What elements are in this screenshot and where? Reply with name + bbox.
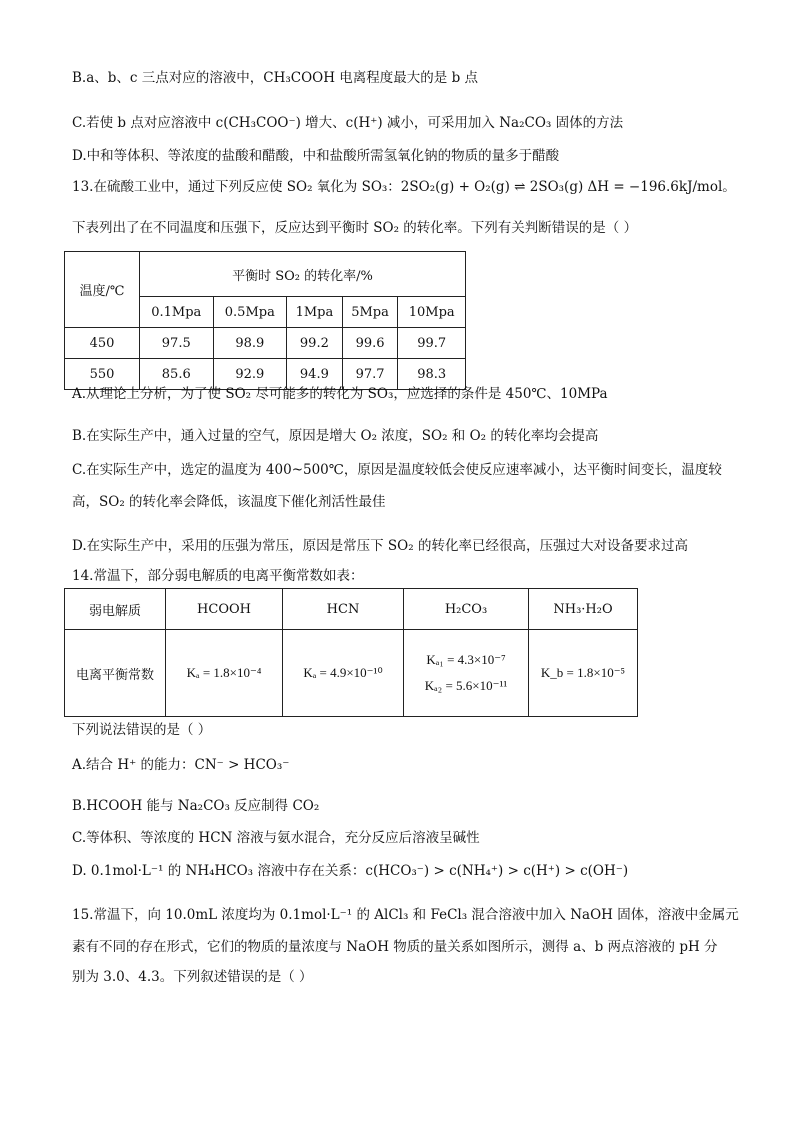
- q12-option-c: C.若使 b 点对应溶液中 c(CH₃COO⁻) 增大、c(H⁺) 减小，可采用加入 Na₂CO₃ 固体的方法: [72, 115, 624, 131]
- table2-header: NH₃·H₂O: [529, 589, 638, 630]
- q12-option-d: D.中和等体积、等浓度的盐酸和醋酸，中和盐酸所需氢氧化钠的物质的量多于醋酸: [72, 148, 560, 164]
- table2-row-label: 电离平衡常数: [65, 630, 166, 717]
- q12-option-b: B.a、b、c 三点对应的溶液中，CH₃COOH 电离程度最大的是 b 点: [72, 70, 479, 86]
- q14-ask: 下列说法错误的是（ ）: [72, 722, 212, 738]
- table2-ka-h2co3: [404, 630, 529, 717]
- q13-option-a: A.从理论上分析，为了使 SO₂ 尽可能多的转化为 SO₃，应选择的条件是 450℃、10MPa: [72, 386, 608, 402]
- table1-conversion-header: 平衡时 SO₂ 的转化率/%: [140, 252, 466, 297]
- q14-option-d: D. 0.1mol·L⁻¹ 的 NH₄HCO₃ 溶液中存在关系：c(HCO₃⁻) > c(NH₄⁺) > c(H⁺) > c(OH⁻): [72, 863, 629, 879]
- q14-stem: 14.常温下，部分弱电解质的电离平衡常数如表：: [72, 568, 364, 584]
- table1-pressure: 1Mpa: [287, 297, 343, 328]
- table1-temp: 450: [65, 328, 140, 359]
- table2-header: HCN: [283, 589, 404, 630]
- table1-value: 99.7: [398, 328, 466, 359]
- q13-stem-2: 下表列出了在不同温度和压强下，反应达到平衡时 SO₂ 的转化率。下列有关判断错误的是（ ）: [72, 220, 638, 236]
- table1-value: 97.7: [342, 359, 398, 390]
- q13-option-c-1: C.在实际生产中，选定的温度为 400~500℃，原因是温度较低会使反应速率减小，达平衡时间变长，温度较: [72, 462, 722, 478]
- q14-option-b: B.HCOOH 能与 Na₂CO₃ 反应制得 CO₂: [72, 798, 320, 814]
- table-row: [65, 630, 638, 717]
- table1-temp: 550: [65, 359, 140, 390]
- table1-value: 99.6: [342, 328, 398, 359]
- table1-pressure: 5Mpa: [342, 297, 398, 328]
- table1-value: 98.9: [213, 328, 287, 359]
- table1-value: 94.9: [287, 359, 343, 390]
- table2-ka2: Kₐ₂ = 5.6×10⁻¹¹: [424, 678, 508, 693]
- q14-option-a: A.结合 H⁺ 的能力：CN⁻ > HCO₃⁻: [72, 757, 290, 773]
- q13-stem-1: 13.在硫酸工业中，通过下列反应使 SO₂ 氧化为 SO₃：2SO₂(g) + O₂(g) ⇌ 2SO₃(g) ΔH = −196.6kJ/mol。: [72, 179, 736, 195]
- table1-pressure: 10Mpa: [398, 297, 466, 328]
- table1-temp-header: 温度/℃: [65, 252, 140, 328]
- table1-pressure: 0.1Mpa: [140, 297, 214, 328]
- q15-stem-2: 素有不同的存在形式，它们的物质的量浓度与 NaOH 物质的量关系如图所示，测得 a、b 两点溶液的 pH 分: [72, 939, 718, 955]
- table2-header: HCOOH: [166, 589, 283, 630]
- table1-pressure: 0.5Mpa: [213, 297, 287, 328]
- table2-ka-hcn: Kₐ = 4.9×10⁻¹⁰: [283, 630, 404, 717]
- so2-conversion-table: [64, 251, 466, 390]
- table1-value: 99.2: [287, 328, 343, 359]
- table1-value: 85.6: [140, 359, 214, 390]
- q13-option-b: B.在实际生产中，通入过量的空气，原因是增大 O₂ 浓度，SO₂ 和 O₂ 的转化率均会提高: [72, 428, 599, 444]
- table2-kb-nh3: K_b = 1.8×10⁻⁵: [529, 630, 638, 717]
- q15-stem-3: 别为 3.0、4.3。下列叙述错误的是（ ）: [72, 969, 313, 985]
- q13-option-d: D.在实际生产中，采用的压强为常压，原因是常压下 SO₂ 的转化率已经很高，压强过大对设备要求过高: [72, 538, 688, 554]
- table2-ka-hcooh: Kₐ = 1.8×10⁻⁴: [166, 630, 283, 717]
- table2-ka1: Kₐ₁ = 4.3×10⁻⁷: [426, 652, 506, 667]
- q14-option-c: C.等体积、等浓度的 HCN 溶液与氨水混合，充分反应后溶液呈碱性: [72, 830, 480, 846]
- table2-header: 弱电解质: [65, 589, 166, 630]
- q15-stem-1: 15.常温下，向 10.0mL 浓度均为 0.1mol·L⁻¹ 的 AlCl₃ 和 FeCl₃ 混合溶液中加入 NaOH 固体，溶液中金属元: [72, 907, 739, 923]
- table1-value: 97.5: [140, 328, 214, 359]
- table1-value: 92.9: [213, 359, 287, 390]
- table-row: [65, 328, 466, 359]
- ionization-constant-table: [64, 588, 638, 717]
- table2-header: H₂CO₃: [404, 589, 529, 630]
- q13-option-c-2: 高，SO₂ 的转化率会降低，该温度下催化剂活性最佳: [72, 494, 386, 510]
- table1-value: 98.3: [398, 359, 466, 390]
